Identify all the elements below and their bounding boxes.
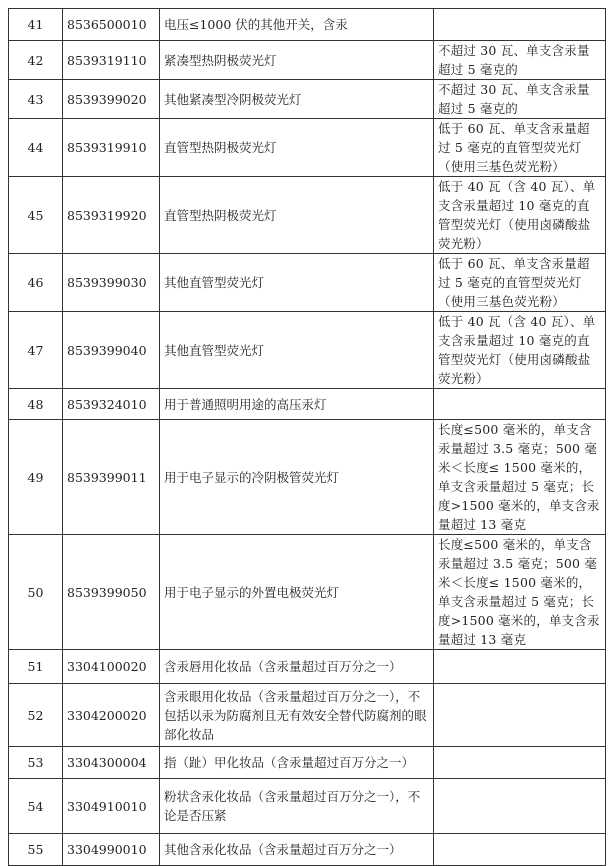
row-number-cell: 43	[9, 80, 63, 119]
remark-cell: 不超过 30 瓦、单支含汞量超过 5 毫克的	[434, 80, 606, 119]
row-number-cell: 55	[9, 834, 63, 866]
table-row	[9, 80, 606, 119]
hs-code-cell: 3304200020	[63, 684, 160, 747]
table-row	[9, 254, 606, 312]
table-row	[9, 389, 606, 420]
remark-cell: 低于 60 瓦、单支含汞量超过 5 毫克的直管型荧光灯（使用三基色荧光粉）	[434, 254, 606, 312]
table-row	[9, 834, 606, 866]
row-number-cell: 50	[9, 535, 63, 650]
product-name-cell: 用于电子显示的外置电极荧光灯	[160, 535, 434, 650]
product-name-cell: 指（趾）甲化妆品（含汞量超过百万分之一）	[160, 747, 434, 779]
table-row	[9, 684, 606, 747]
hs-code-cell: 8539319910	[63, 119, 160, 177]
remark-cell	[434, 389, 606, 420]
row-number-cell: 47	[9, 312, 63, 389]
row-number-cell: 44	[9, 119, 63, 177]
product-name-cell: 电压≤1000 伏的其他开关，含汞	[160, 9, 434, 41]
table-row	[9, 41, 606, 80]
row-number-cell: 49	[9, 420, 63, 535]
row-number-cell: 48	[9, 389, 63, 420]
row-number-cell: 45	[9, 177, 63, 254]
hs-code-cell: 3304300004	[63, 747, 160, 779]
row-number-cell: 52	[9, 684, 63, 747]
hs-code-cell: 8539399040	[63, 312, 160, 389]
product-name-cell: 用于普通照明用途的高压汞灯	[160, 389, 434, 420]
row-number-cell: 53	[9, 747, 63, 779]
table-row	[9, 535, 606, 650]
table-row	[9, 779, 606, 834]
hs-code-cell: 3304100020	[63, 650, 160, 684]
remark-cell: 低于 60 瓦、单支含汞量超过 5 毫克的直管型荧光灯（使用三基色荧光粉）	[434, 119, 606, 177]
row-number-cell: 54	[9, 779, 63, 834]
table-row	[9, 420, 606, 535]
remark-cell	[434, 834, 606, 866]
hs-code-cell: 8539324010	[63, 389, 160, 420]
hs-code-cell: 8539399030	[63, 254, 160, 312]
hs-code-cell: 8539399011	[63, 420, 160, 535]
product-name-cell: 用于电子显示的冷阴极管荧光灯	[160, 420, 434, 535]
table-row	[9, 119, 606, 177]
product-name-cell: 其他直管型荧光灯	[160, 254, 434, 312]
product-name-cell: 其他紧凑型冷阴极荧光灯	[160, 80, 434, 119]
remark-cell	[434, 650, 606, 684]
product-name-cell: 含汞眼用化妆品（含汞量超过百万分之一），不包括以汞为防腐剂且无有效安全替代防腐剂的眼部化妆品	[160, 684, 434, 747]
hs-code-cell: 8539399050	[63, 535, 160, 650]
hs-code-cell: 3304990010	[63, 834, 160, 866]
remark-cell	[434, 779, 606, 834]
product-name-cell: 其他含汞化妆品（含汞量超过百万分之一）	[160, 834, 434, 866]
hs-code-cell: 8536500010	[63, 9, 160, 41]
table-row	[9, 9, 606, 41]
remark-cell: 长度≤500 毫米的，单支含汞量超过 3.5 毫克；500 毫米＜长度≤ 1500 毫米的，单支含汞量超过 5 毫克；长度>1500 毫米的，单支含汞量超过 13 毫克	[434, 535, 606, 650]
table-row	[9, 747, 606, 779]
product-name-cell: 含汞唇用化妆品（含汞量超过百万分之一）	[160, 650, 434, 684]
product-name-cell: 其他直管型荧光灯	[160, 312, 434, 389]
remark-cell	[434, 747, 606, 779]
row-number-cell: 42	[9, 41, 63, 80]
table-row	[9, 177, 606, 254]
product-name-cell: 直管型热阴极荧光灯	[160, 119, 434, 177]
hs-code-cell: 3304910010	[63, 779, 160, 834]
hs-code-cell: 8539319920	[63, 177, 160, 254]
product-name-cell: 紧凑型热阴极荧光灯	[160, 41, 434, 80]
remark-cell	[434, 684, 606, 747]
table-row	[9, 312, 606, 389]
remark-cell: 不超过 30 瓦、单支含汞量超过 5 毫克的	[434, 41, 606, 80]
remark-cell: 低于 40 瓦（含 40 瓦）、单支含汞量超过 10 毫克的直管型荧光灯（使用卤磷酸盐荧光粉）	[434, 177, 606, 254]
product-name-cell: 粉状含汞化妆品（含汞量超过百万分之一），不论是否压紧	[160, 779, 434, 834]
row-number-cell: 51	[9, 650, 63, 684]
row-number-cell: 46	[9, 254, 63, 312]
remark-cell	[434, 9, 606, 41]
mercury-products-table	[8, 8, 606, 866]
hs-code-cell: 8539399020	[63, 80, 160, 119]
table-row	[9, 650, 606, 684]
row-number-cell: 41	[9, 9, 63, 41]
product-name-cell: 直管型热阴极荧光灯	[160, 177, 434, 254]
remark-cell: 长度≤500 毫米的，单支含汞量超过 3.5 毫克；500 毫米＜长度≤ 1500 毫米的，单支含汞量超过 5 毫克；长度>1500 毫米的，单支含汞量超过 13 毫克	[434, 420, 606, 535]
remark-cell: 低于 40 瓦（含 40 瓦）、单支含汞量超过 10 毫克的直管型荧光灯（使用卤磷酸盐荧光粉）	[434, 312, 606, 389]
hs-code-cell: 8539319110	[63, 41, 160, 80]
